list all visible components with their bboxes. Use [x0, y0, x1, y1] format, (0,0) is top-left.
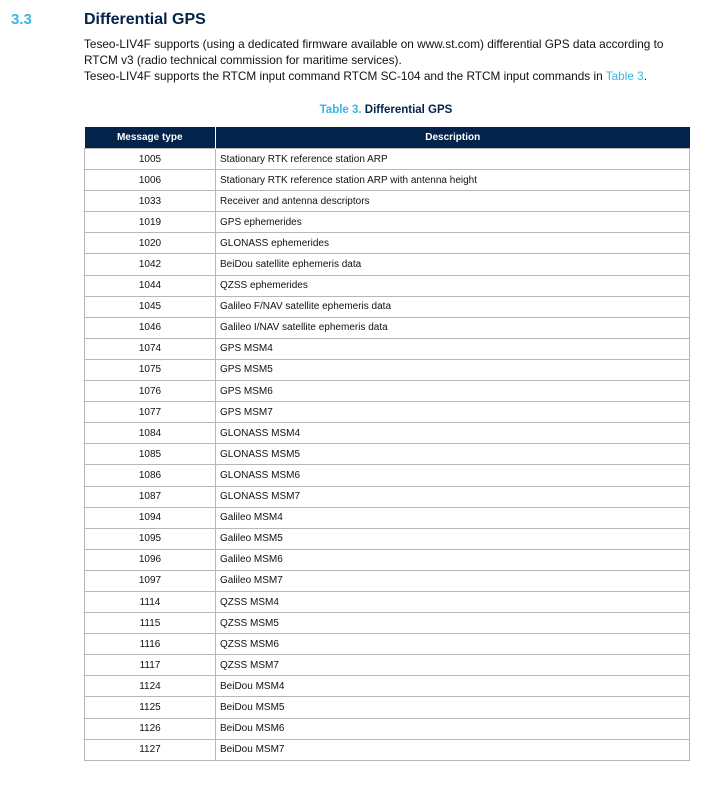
message-type-cell: 1045 — [85, 296, 216, 317]
header-message-type: Message type — [85, 127, 216, 149]
table-row — [85, 191, 690, 212]
description-cell: Receiver and antenna descriptors — [216, 191, 690, 212]
description-cell: Galileo MSM7 — [216, 570, 690, 591]
message-type-cell: 1019 — [85, 212, 216, 233]
table-row — [85, 634, 690, 655]
description-cell: GPS MSM4 — [216, 338, 690, 359]
section-number: 3.3 — [11, 11, 32, 28]
description-cell: GPS MSM6 — [216, 381, 690, 402]
table-body — [85, 149, 690, 761]
table-row — [85, 465, 690, 486]
description-cell: QZSS MSM6 — [216, 634, 690, 655]
message-type-cell: 1005 — [85, 149, 216, 170]
table-row — [85, 739, 690, 760]
description-cell: BeiDou MSM7 — [216, 739, 690, 760]
message-type-cell: 1044 — [85, 275, 216, 296]
message-type-cell: 1006 — [85, 170, 216, 191]
description-cell: BeiDou satellite ephemeris data — [216, 254, 690, 275]
description-cell: GPS MSM7 — [216, 402, 690, 423]
table-row — [85, 423, 690, 444]
message-type-cell: 1085 — [85, 444, 216, 465]
table-row — [85, 549, 690, 570]
message-type-cell: 1046 — [85, 317, 216, 338]
message-type-cell: 1033 — [85, 191, 216, 212]
table-row — [85, 718, 690, 739]
message-type-cell: 1127 — [85, 739, 216, 760]
message-type-cell: 1124 — [85, 676, 216, 697]
table-row — [85, 317, 690, 338]
table-row — [85, 338, 690, 359]
message-type-cell: 1075 — [85, 359, 216, 380]
message-type-cell: 1087 — [85, 486, 216, 507]
message-type-cell: 1074 — [85, 338, 216, 359]
table-row — [85, 697, 690, 718]
table-3-link[interactable]: Table 3 — [605, 69, 644, 83]
message-type-cell: 1115 — [85, 613, 216, 634]
description-cell: QZSS MSM5 — [216, 613, 690, 634]
description-cell: Galileo MSM6 — [216, 549, 690, 570]
description-cell: GLONASS ephemerides — [216, 233, 690, 254]
table-row — [85, 359, 690, 380]
differential-gps-table — [84, 127, 690, 761]
message-type-cell: 1117 — [85, 655, 216, 676]
table-row — [85, 570, 690, 591]
paragraph-rtcm-text: Teseo-LIV4F supports the RTCM input command RTCM SC-104 and the RTCM input commands in — [84, 69, 606, 83]
description-cell: BeiDou MSM5 — [216, 697, 690, 718]
message-type-cell: 1114 — [85, 591, 216, 612]
message-type-cell: 1042 — [85, 254, 216, 275]
table-row — [85, 296, 690, 317]
description-cell: Galileo MSM4 — [216, 507, 690, 528]
description-cell: BeiDou MSM4 — [216, 676, 690, 697]
table-row — [85, 676, 690, 697]
table-row — [85, 212, 690, 233]
table-row — [85, 254, 690, 275]
description-cell: GPS MSM5 — [216, 359, 690, 380]
table-row — [85, 149, 690, 170]
table-row — [85, 444, 690, 465]
message-type-cell: 1097 — [85, 570, 216, 591]
table-caption-title: Differential GPS — [364, 104, 453, 116]
description-cell: Galileo MSM5 — [216, 528, 690, 549]
message-type-cell: 1086 — [85, 465, 216, 486]
table-row — [85, 170, 690, 191]
description-cell: Stationary RTK reference station ARP with antenna height — [216, 170, 690, 191]
description-cell: Galileo I/NAV satellite ephemeris data — [216, 317, 690, 338]
table-row — [85, 528, 690, 549]
message-type-cell: 1076 — [85, 381, 216, 402]
description-cell: BeiDou MSM6 — [216, 718, 690, 739]
description-cell: QZSS ephemerides — [216, 275, 690, 296]
table-row — [85, 655, 690, 676]
table-caption-label: Table 3. — [319, 104, 362, 116]
table-row — [85, 613, 690, 634]
description-cell: GLONASS MSM6 — [216, 465, 690, 486]
message-type-cell: 1125 — [85, 697, 216, 718]
paragraph-intro: Teseo-LIV4F supports (using a dedicated firmware available on www.st.com) differential GPS data according to RTCM v3 (radio technical commission for maritime services). — [84, 37, 664, 67]
message-type-cell: 1020 — [85, 233, 216, 254]
table-row — [85, 233, 690, 254]
message-type-cell: 1126 — [85, 718, 216, 739]
paragraph-rtcm — [84, 68, 684, 84]
section-title: Differential GPS — [84, 11, 206, 28]
description-cell: GLONASS MSM4 — [216, 423, 690, 444]
message-type-cell: 1096 — [85, 549, 216, 570]
message-type-cell: 1095 — [85, 528, 216, 549]
description-cell: GPS ephemerides — [216, 212, 690, 233]
table-row — [85, 591, 690, 612]
description-cell: GLONASS MSM5 — [216, 444, 690, 465]
table-row — [85, 275, 690, 296]
message-type-cell: 1116 — [85, 634, 216, 655]
message-type-cell: 1077 — [85, 402, 216, 423]
table-caption — [84, 104, 688, 116]
description-cell: Galileo F/NAV satellite ephemeris data — [216, 296, 690, 317]
table-row — [85, 507, 690, 528]
table-row — [85, 402, 690, 423]
message-type-cell: 1094 — [85, 507, 216, 528]
description-cell: QZSS MSM4 — [216, 591, 690, 612]
paragraph-rtcm-end: . — [643, 69, 648, 83]
description-cell: QZSS MSM7 — [216, 655, 690, 676]
table-row — [85, 486, 690, 507]
header-description: Description — [216, 127, 690, 149]
message-type-cell: 1084 — [85, 423, 216, 444]
table-row — [85, 381, 690, 402]
table-header-row — [85, 127, 690, 149]
description-cell: GLONASS MSM7 — [216, 486, 690, 507]
description-cell: Stationary RTK reference station ARP — [216, 149, 690, 170]
